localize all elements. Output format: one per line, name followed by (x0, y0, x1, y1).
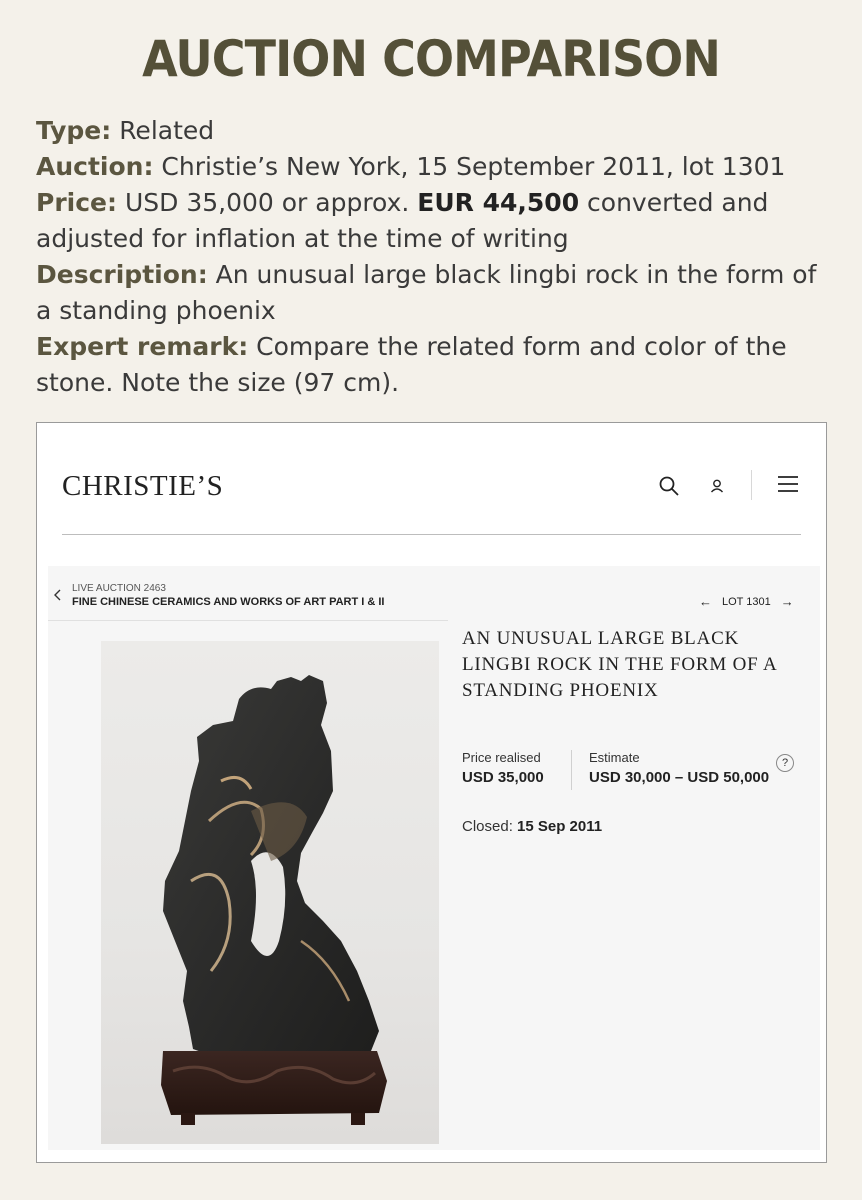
estimate-value: USD 30,000 – USD 50,000 (589, 769, 770, 786)
remark-line (36, 329, 836, 401)
price-realised-value: USD 35,000 (462, 769, 544, 786)
header-divider (62, 534, 801, 535)
price-suffix: converted and adjusted for inflation at the time of writing (36, 188, 769, 253)
price-line (36, 185, 836, 257)
price-realised (462, 750, 544, 786)
menu-icon[interactable] (776, 472, 802, 498)
lot-title: AN UNUSUAL LARGE BLACK LINGBI ROCK IN THE FORM OF A STANDING PHOENIX (462, 628, 777, 701)
price-eur: EUR 44,500 (417, 188, 580, 217)
auction-number[interactable]: LIVE AUCTION 2463 (72, 583, 166, 594)
lot-number: LOT 1301 (722, 595, 771, 608)
breadcrumb-divider (48, 620, 448, 621)
type-line (36, 113, 836, 149)
remark-value: Compare the related form and color of the stone. Note the size (97 cm). (36, 332, 787, 397)
lot-image[interactable] (101, 641, 439, 1144)
christies-logo[interactable]: CHRISTIE’S (62, 470, 224, 502)
lot-navigation (699, 594, 794, 609)
page-heading: AUCTION COMPARISON (142, 30, 720, 88)
remark-label: Expert remark: (36, 332, 249, 361)
type-value: Related (119, 116, 215, 145)
account-icon[interactable] (703, 472, 731, 500)
estimate-label: Estimate (589, 750, 640, 765)
comparison-info (36, 113, 836, 401)
auction-value: Christie’s New York, 15 September 2011, lot 1301 (161, 152, 786, 181)
price-label: Price: (36, 188, 117, 217)
type-label: Type: (36, 116, 112, 145)
closed-date-value: 15 Sep 2011 (517, 818, 603, 835)
next-lot-arrow-icon[interactable]: → (780, 594, 794, 609)
auction-line (36, 149, 836, 185)
header-separator (751, 470, 752, 500)
description-label: Description: (36, 260, 208, 289)
price-separator (571, 750, 572, 790)
closed-date (462, 818, 602, 835)
auction-label: Auction: (36, 152, 154, 181)
description-line (36, 257, 836, 329)
estimate (589, 750, 769, 786)
header-icons (655, 470, 731, 502)
price-realised-label: Price realised (462, 750, 541, 765)
description-value: An unusual large black lingbi rock in the form of a standing phoenix (36, 260, 817, 325)
prev-lot-arrow-icon[interactable]: ← (699, 594, 712, 609)
sale-title-link[interactable]: FINE CHINESE CERAMICS AND WORKS OF ART PART I & II (72, 596, 385, 608)
rock-illustration (101, 641, 439, 1144)
back-chevron-icon[interactable] (53, 589, 62, 605)
price-prefix: USD 35,000 or approx. (124, 188, 410, 217)
search-icon[interactable] (655, 472, 683, 500)
closed-label: Closed: (462, 818, 513, 835)
help-icon[interactable]: ? (776, 754, 794, 772)
